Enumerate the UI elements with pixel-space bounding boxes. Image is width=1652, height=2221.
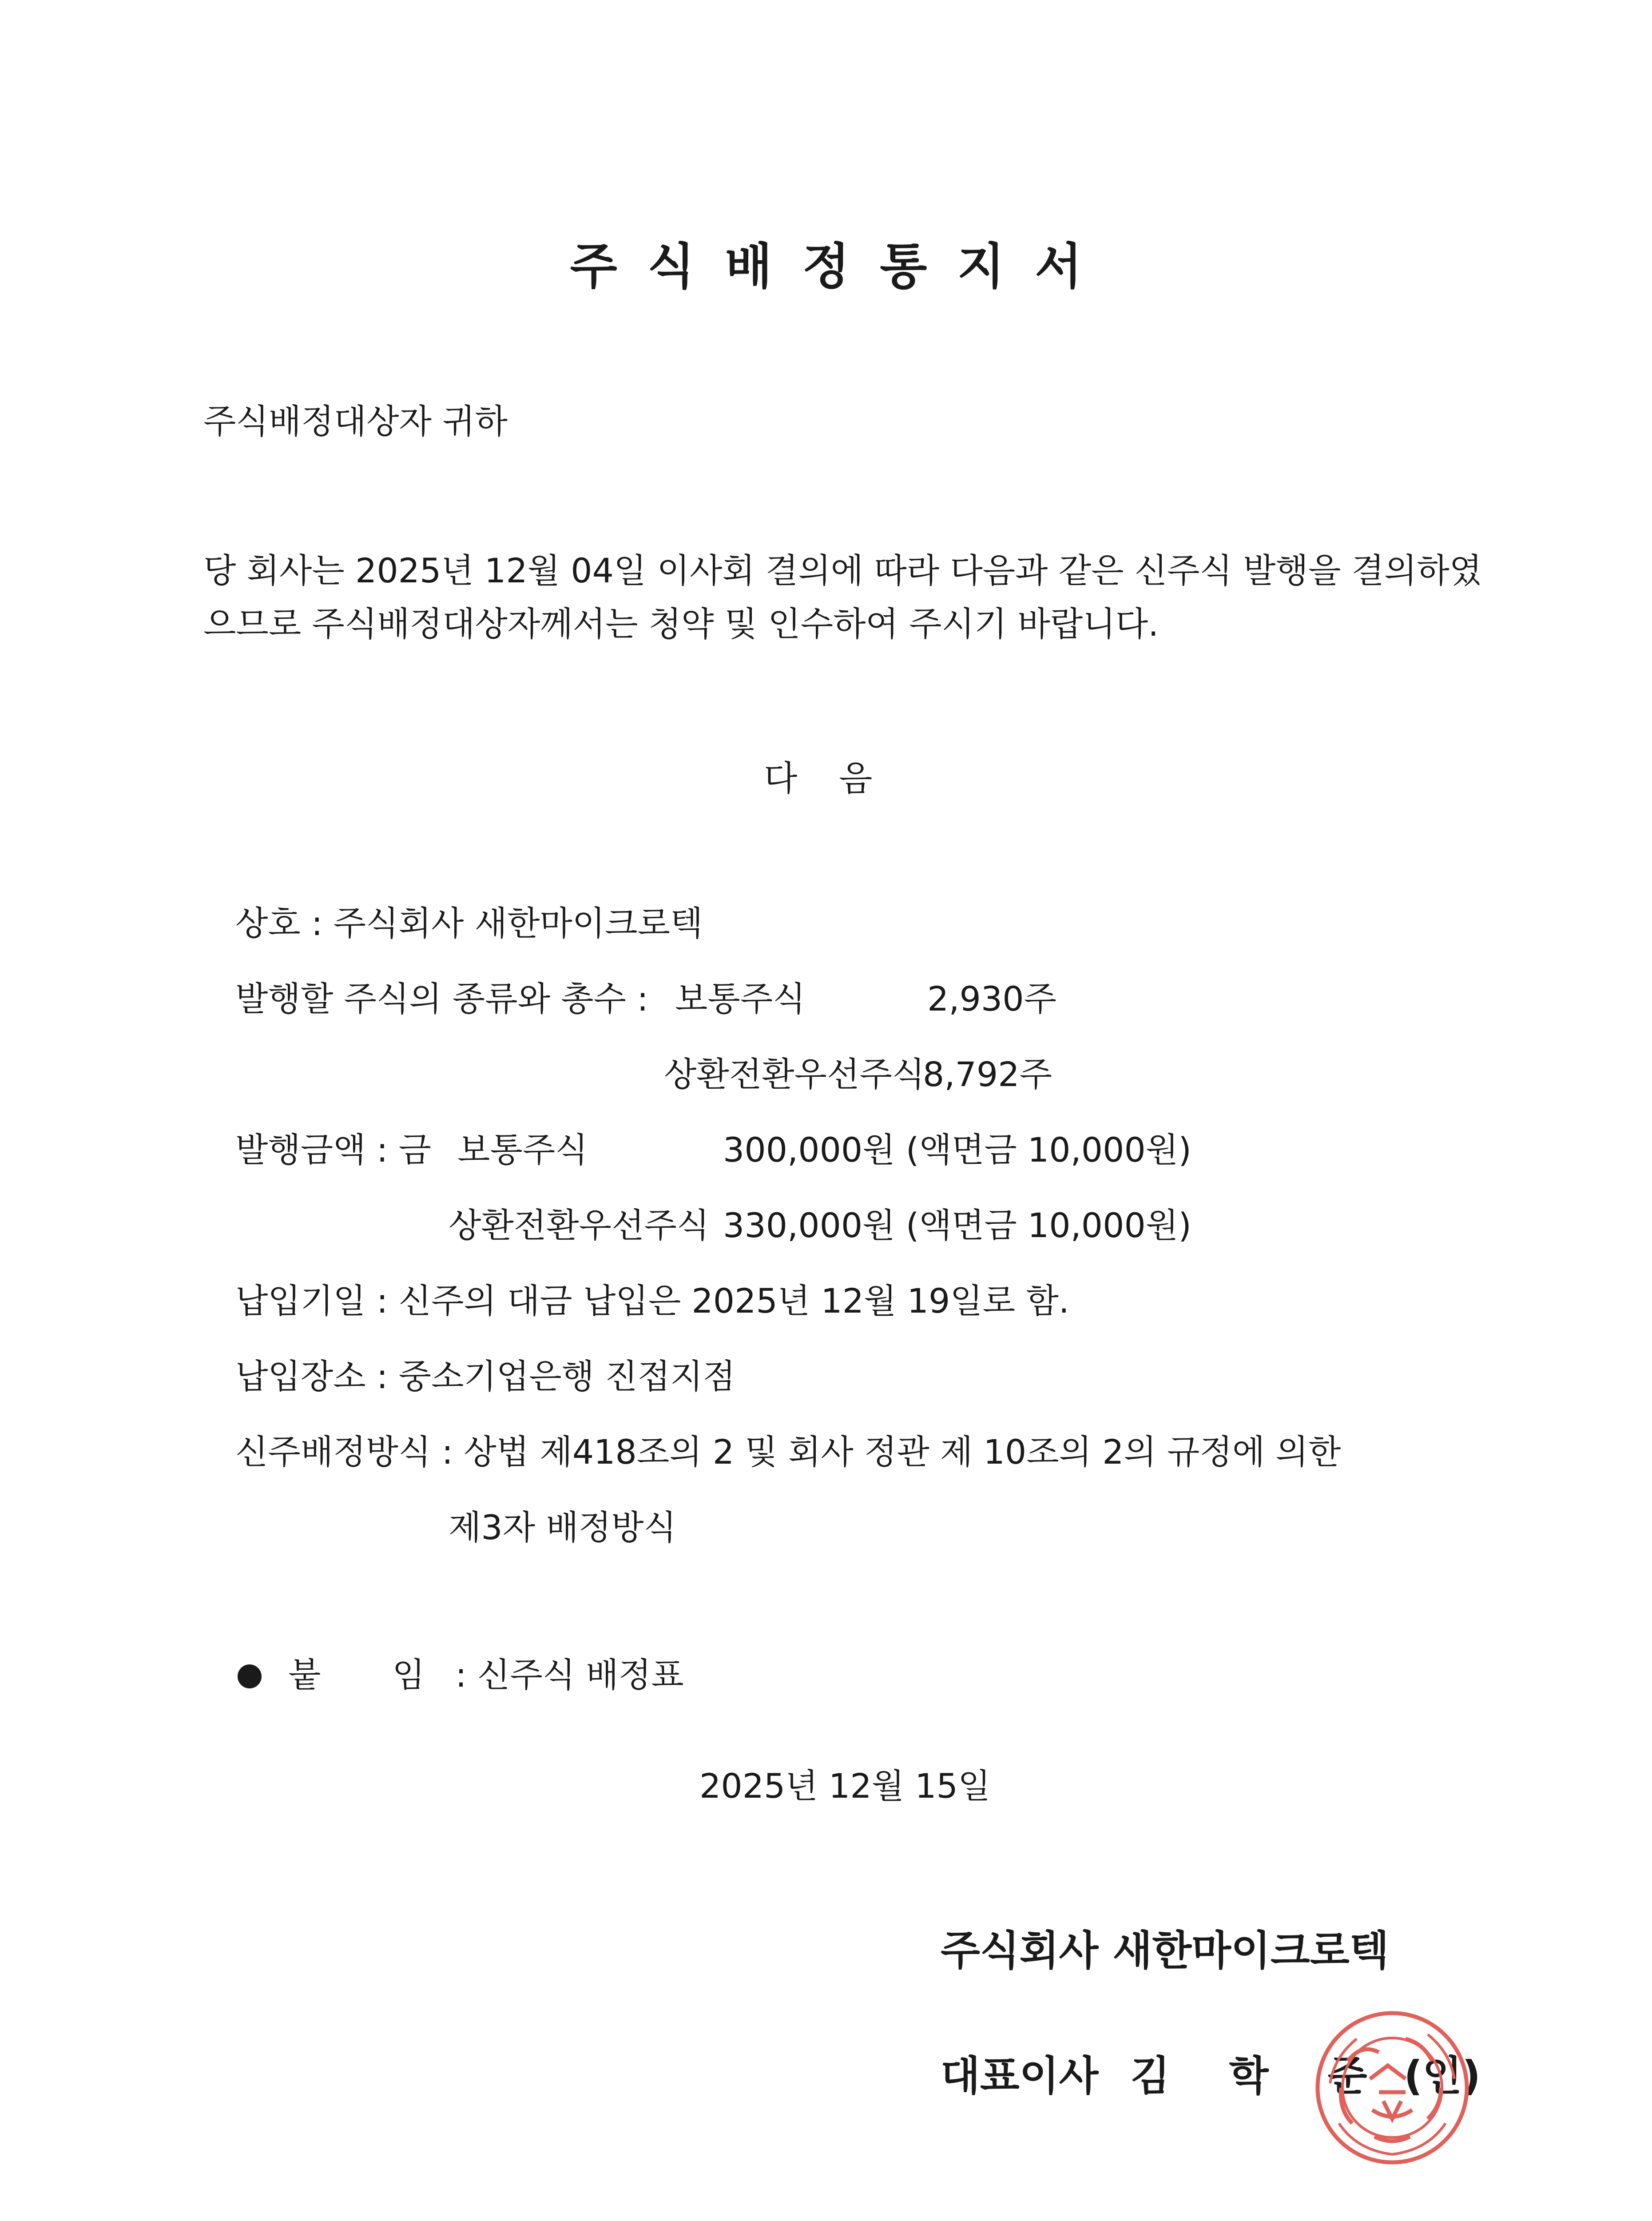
attachment-line: [238, 1648, 684, 1696]
body-paragraph-line-2: 으므로 주식배정대상자께서는 청약 및 인수하여 주시기 바랍니다.: [203, 604, 1159, 644]
item-allocation-method-line-1: 신주배정방식 : 상법 제418조의 2 및 회사 정관 제 10조의 2의 규정에 의한: [235, 1432, 1341, 1472]
attachment-label: 붙 임: [288, 1655, 456, 1695]
document-date: 2025년 12월 15일: [699, 1766, 991, 1806]
recipient-line: 주식배정대상자 귀하: [203, 402, 508, 441]
item-company-name: 상호 : 주식회사 새한마이크로텍: [235, 904, 703, 943]
issuer-company-name: 주식회사 새한마이크로텍: [941, 1927, 1389, 1974]
next-heading: 다음: [764, 759, 914, 799]
item-allocation-method-line-2: 제3자 배정방식: [449, 1508, 677, 1547]
item-share-common-label: 보통주식: [675, 979, 806, 1019]
item-amount-pref-label: 상환전환우선주식: [449, 1206, 710, 1245]
item-share-pref-count: 8,792주: [923, 1055, 1052, 1094]
bullet-icon: [238, 1664, 262, 1688]
item-share-type-label: 발행할 주식의 종류와 총수 :: [235, 979, 648, 1019]
representative-title: 대표이사: [941, 2052, 1099, 2100]
item-amount-common-value: 300,000원 (액면금 10,000원): [723, 1130, 1191, 1170]
item-share-pref-label: 상환전환우선주식: [664, 1055, 925, 1094]
item-amount-common-label: 보통주식: [457, 1130, 588, 1170]
item-amount-pref-value: 330,000원 (액면금 10,000원): [723, 1206, 1191, 1245]
representative-name: 김 학 준: [1130, 2052, 1390, 2100]
item-payment-date: 납입기일 : 신주의 대금 납입은 2025년 12월 19일로 함.: [235, 1281, 1069, 1321]
item-amount-label: 발행금액 : 금: [235, 1130, 432, 1170]
seal-mark: (인): [1404, 2052, 1481, 2100]
item-share-common-count: 2,930주: [927, 979, 1056, 1019]
company-seal-icon: [1312, 2008, 1472, 2168]
body-paragraph-line-1: 당 회사는 2025년 12월 04일 이사회 결의에 따라 다음과 같은 신주식 발행을 결의하였: [203, 551, 1482, 590]
document-title: 주식배정통지서: [570, 238, 1112, 295]
item-payment-place: 납입장소 : 중소기업은행 진접지점: [235, 1357, 735, 1396]
attachment-value: : 신주식 배정표: [455, 1655, 684, 1695]
